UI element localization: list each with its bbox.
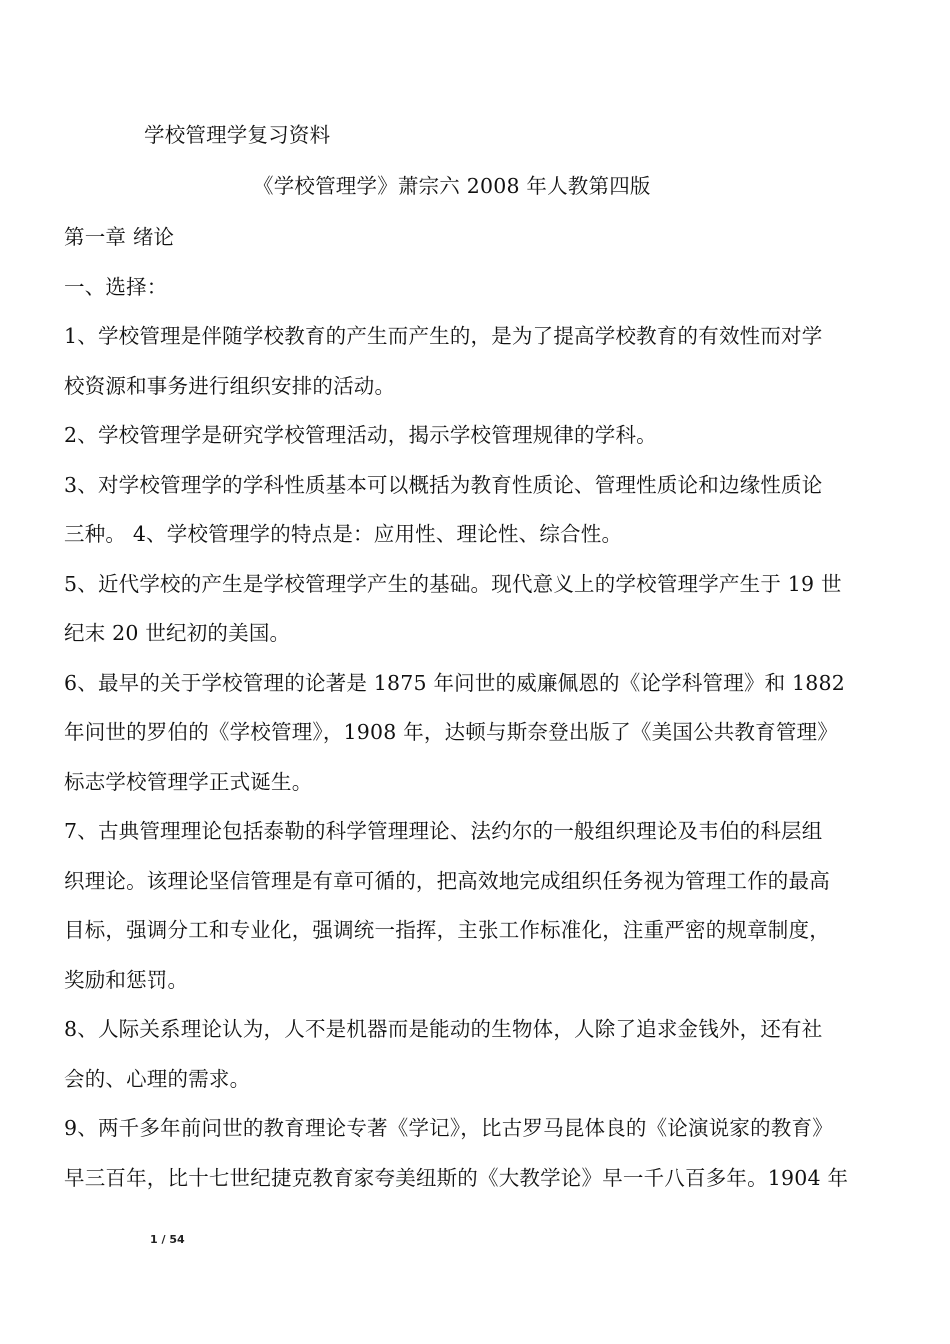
text-line: 目标，强调分工和专业化，强调统一指挥，主张工作标准化，注重严密的规章制度， [64,918,830,942]
text-line: 6、最早的关于学校管理的论著是 1875 年问世的威廉佩恩的《论学科管理》和 1882 [64,671,846,695]
text-line: 7、古典管理理论包括泰勒的科学管理理论、法约尔的一般组织理论及韦伯的科层组 [64,819,823,843]
text-line: 3、对学校管理学的学科性质基本可以概括为教育性质论、管理性质论和边缘性质论 [64,473,823,497]
page-number: 1 / 54 [150,1233,185,1246]
text-line: 标志学校管理学正式诞生。 [64,770,313,794]
chapter-heading: 第一章 绪论 [64,225,175,249]
text-line: 年问世的罗伯的《学校管理》，1908 年，达顿与斯奈登出版了《美国公共教育管理》 [64,720,838,744]
text-line: 9、两千多年前问世的教育理论专著《学记》，比古罗马昆体良的《论演说家的教育》 [64,1116,833,1140]
text-line: 早三百年，比十七世纪捷克教育家夸美纽斯的《大教学论》早一千八百多年。1904 年 [64,1166,849,1190]
document-title: 学校管理学复习资料 [144,123,331,147]
text-line: 2、学校管理学是研究学校管理活动，揭示学校管理规律的学科。 [64,423,657,447]
text-line: 1、学校管理是伴随学校教育的产生而产生的，是为了提高学校教育的有效性而对学 [64,324,823,348]
section-heading: 一、选择： [64,275,168,299]
text-line: 三种。 4、学校管理学的特点是：应用性、理论性、综合性。 [64,522,623,546]
text-line: 纪末 20 世纪初的美国。 [64,621,291,645]
text-line: 5、近代学校的产生是学校管理学产生的基础。现代意义上的学校管理学产生于 19 世 [64,572,842,596]
text-line: 8、人际关系理论认为，人不是机器而是能动的生物体，人除了追求金钱外，还有社 [64,1017,823,1041]
text-line: 会的、心理的需求。 [64,1067,251,1091]
text-line: 奖励和惩罚。 [64,968,189,992]
text-line: 校资源和事务进行组织安排的活动。 [64,374,396,398]
document-subtitle: 《学校管理学》萧宗六 2008 年人教第四版 [253,174,651,198]
text-line: 织理论。该理论坚信管理是有章可循的，把高效地完成组织任务视为管理工作的最高 [64,869,830,893]
